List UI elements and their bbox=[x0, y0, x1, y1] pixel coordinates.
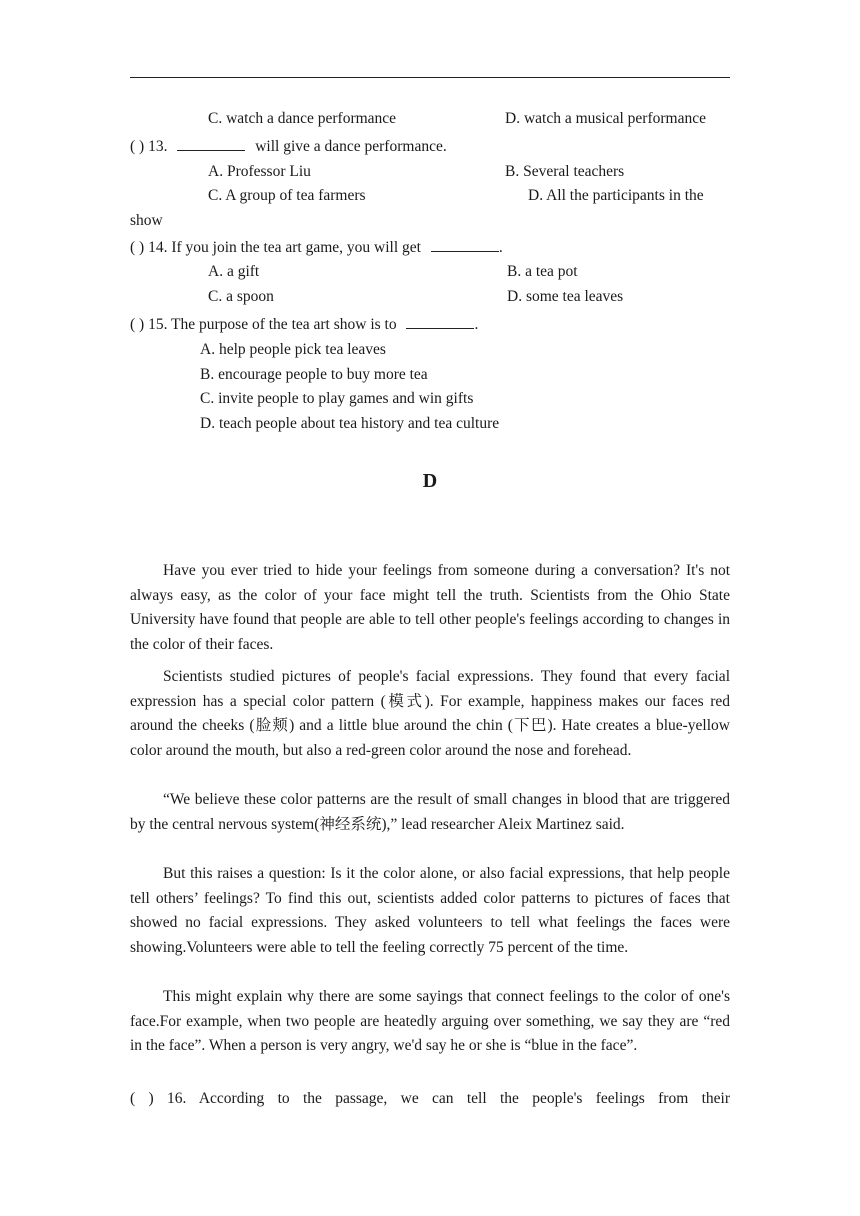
q14-stem bbox=[130, 237, 503, 258]
passage-paragraph-4 bbox=[130, 862, 730, 960]
q15-option-a: A. help people pick tea leaves bbox=[200, 341, 386, 358]
header-rule bbox=[130, 77, 730, 78]
q14-option-b: B. a tea pot bbox=[507, 263, 578, 280]
paragraph-text: This might explain why there are some sayings that connect feelings to the color of one's face.For example, when two people are heatedly arguing over something, we say they are “red in the face”. When a person is very angry, we'd say he or she is “blue in the face”. bbox=[130, 988, 730, 1055]
answer-paren: ( ) bbox=[130, 316, 145, 333]
punctuation: . bbox=[498, 239, 503, 256]
question-text: 16. According to the passage, we can tell the people's feelings from their bbox=[166, 1090, 730, 1107]
paragraph-text: But this raises a question: Is it the color alone, or also facial expressions, that help people tell others’ feelings? To find this out, scientists added color patterns to pictures of faces that showed no facial expressions. They asked volunteers to tell what feelings the faces were showing.Volunteers were able to tell the feeling correctly 75 percent of the time. bbox=[130, 865, 730, 956]
passage-paragraph-3 bbox=[130, 788, 730, 837]
q13-option-d-continued: show bbox=[130, 212, 163, 229]
q16-stem bbox=[130, 1089, 730, 1109]
passage-paragraph-5 bbox=[130, 985, 730, 1059]
q14-option-c: C. a spoon bbox=[208, 288, 274, 305]
q15-option-b: B. encourage people to buy more tea bbox=[200, 366, 428, 383]
question-number: 13. bbox=[148, 138, 168, 155]
q13-option-a: A. Professor Liu bbox=[208, 163, 311, 180]
q14-option-a: A. a gift bbox=[208, 263, 260, 280]
q13-stem bbox=[130, 136, 447, 157]
q12-option-c: C. watch a dance performance bbox=[208, 110, 397, 127]
answer-paren: ( ) bbox=[130, 239, 145, 256]
q13-option-b: B. Several teachers bbox=[505, 163, 625, 180]
q13-option-c: C. A group of tea farmers bbox=[208, 187, 366, 204]
paragraph-text: Have you ever tried to hide your feelings from someone during a conversation? It's not always easy, as the color of your face might tell the truth. Scientists from the Ohio State University have found that people are able to tell other people's feelings according to changes in the color of their faces. bbox=[130, 562, 730, 653]
q12-option-d: D. watch a musical performance bbox=[505, 110, 706, 127]
paragraph-text: Scientists studied pictures of people's facial expressions. They found that every facial expression has a special color pattern (模式). For example, happiness makes our faces red around the cheeks (脸颊) and a little blue around the chin (下巴). Hate creates a blue-yellow color around the mouth, but also a red-green color around the nose and forehead. bbox=[130, 668, 730, 759]
question-text: 15. The purpose of the tea art show is to bbox=[148, 316, 397, 333]
answer-paren: ( ) bbox=[130, 138, 145, 155]
q15-option-c: C. invite people to play games and win gifts bbox=[200, 390, 474, 407]
answer-blank bbox=[177, 136, 245, 151]
question-text: 14. If you join the tea art game, you will get bbox=[148, 239, 421, 256]
question-text: will give a dance performance. bbox=[255, 138, 447, 155]
q13-option-d: D. All the participants in the bbox=[528, 187, 704, 204]
q14-option-d: D. some tea leaves bbox=[507, 288, 624, 305]
punctuation: . bbox=[474, 316, 479, 333]
answer-blank bbox=[431, 237, 499, 252]
q15-option-d: D. teach people about tea history and tea culture bbox=[200, 415, 500, 432]
q15-stem bbox=[130, 314, 478, 335]
passage-paragraph-1 bbox=[130, 559, 730, 657]
paragraph-text: “We believe these color patterns are the result of small changes in blood that are triggered by the central nervous system(神经系统),” lead researcher Aleix Martinez said. bbox=[130, 791, 730, 833]
passage-paragraph-2 bbox=[130, 665, 730, 763]
answer-paren: ( ) bbox=[130, 1090, 154, 1107]
answer-blank bbox=[406, 314, 474, 329]
section-title: D bbox=[422, 470, 438, 492]
